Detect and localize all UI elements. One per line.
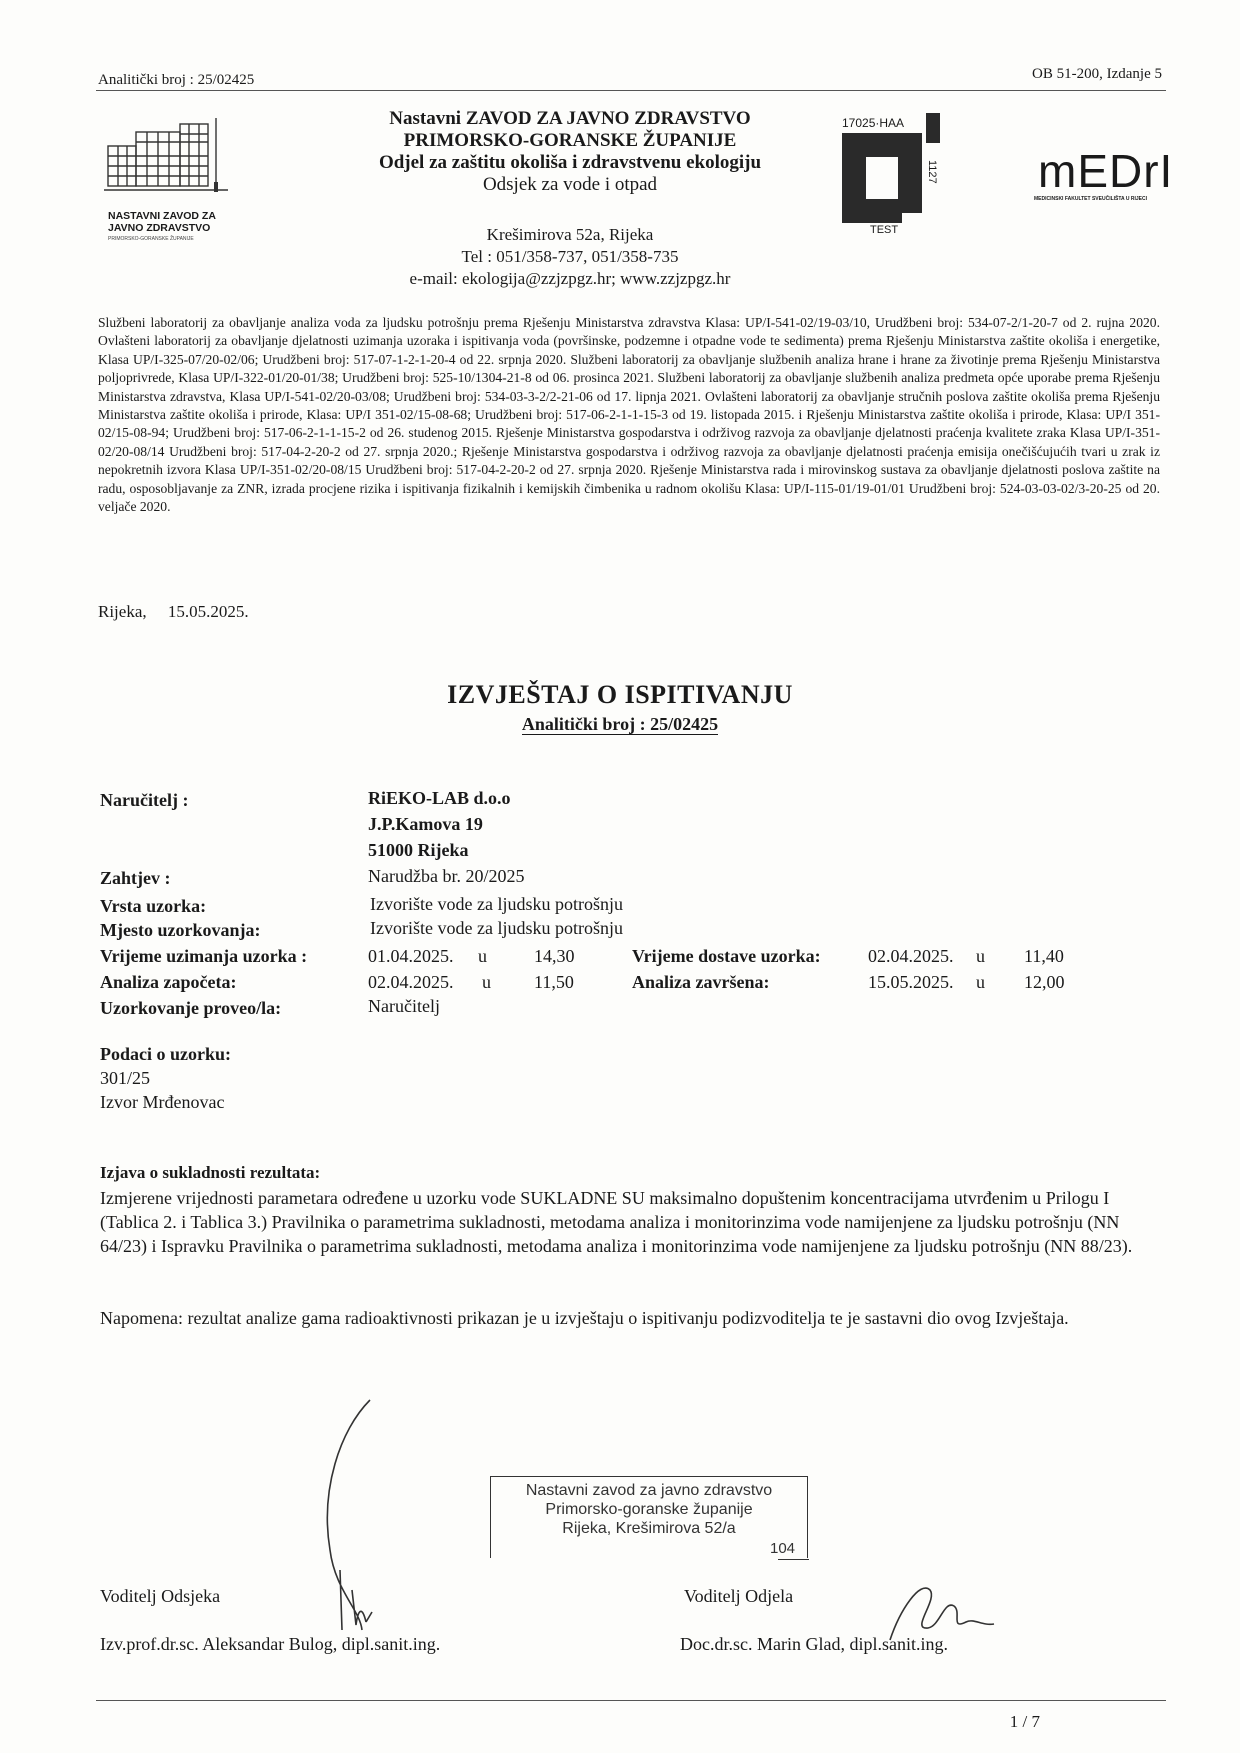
client-street: J.P.Kamova 19 [368,814,483,834]
sampled-by-label: Uzorkovanje proveo/la: [100,998,282,1018]
left-signer-role: Voditelj Odsjeka [100,1586,221,1606]
client-city: 51000 Rijeka [368,840,469,860]
logo-text: NASTAVNI ZAVOD ZA JAVNO ZDRAVSTVO [108,210,216,234]
issue-date: Rijeka, 15.05.2025. [98,602,249,621]
analysis-start-date: 02.04.2025. [368,972,454,992]
stamp-line3: Rijeka, Krešimirova 52/a [562,1520,736,1537]
delivery-label: Vrijeme dostave uzorka: [632,946,821,966]
analysis-end-label: Analiza završena: [632,972,770,992]
medri-logo: mEDrI [1038,145,1174,197]
sample-type-label: Vrsta uzorka: [100,896,207,916]
institution-address [330,224,810,290]
legal-authorization-text: Službeni laboratorij za obavljanje analiza voda za ljudsku potrošnju prema Rješenju Ministarstva zdravstva Klasa: UP/I-541-02/19-03/10, Urudžbeni broj: 534-07-2/1-20-7 od 2. rujna 2020. Ovlašteni laboratorij za obavljanje djelatnosti uzimanja uzoraka i ispitivanja voda (površinske, podzemne i otpadne vode te sedimenta) prema Rješenju Ministarstva zaštite okoliša i energetike, Klasa UP/I-325-07/20-02/06; Urudžbeni broj: 517-07-1-2-1-20-4 od 22. srpnja 2020. Službeni laboratorij za obavljanje službenih analiza hrane i hrane za životinje prema Rješenju Ministarstva poljoprivrede, Klasa UP/I-322-01/20-01/38; Urudžbeni broj: 525-10/1304-21-8 od 06. prosinca 2021. Službeni laboratorij za obavljanje službenih analiza predmeta opće uporabe prema Rješenju Ministarstva zdravstva, Klasa UP/I-541-02/20-03/08; Urudžbeni broj: 534-03-3-2/2-21-06 od 17. lipnja 2021. Ovlašteni laboratorij za obavljanje stručnih poslova zaštite okoliša prema Rješenju Ministarstva zaštite okoliša i prirode, Klasa: UP/I 351-02/15-08-68; Urudžbeni broj: 517-06-2-1-1-15-3 od 19. listopada 2015. i Rješenju Ministarstva zaštite okoliša i prirode, Klasa: UP/I 351-02/15-08-94; Urudžbeni broj: 517-06-2-1-1-15-2 od 26. studenog 2015. Rješenje Ministarstva gospodarstva i održivog razvoja za obavljanje djelatnosti praćenja kvalitete zraka Klasa UP/I-351-02/20-08/14 Urudžbeni broj: 517-04-2-20-2 od 27. srpnja 2020.; Rješenje Ministarstva gospodarstva i održivog razvoja za obavljanje djelatnosti praćenja emisija onečišćujućih tvari u zrak iz nepokretnih izvora Klasa UP/I-351-02/20-08/15 Urudžbeni broj: 517-04-2-20-2 od 27. srpnja 2020. Rješenje Ministarstva rada i mirovinskog sustava za obavljanje djelatnosti poslova zaštite na radu, osposobljavanje za ZNR, izrada procjene rizika i ispitivanja fizikalnih i kemijskih čimbenika u radnom okolišu Klasa: UP/I-115-01/19-01/01 Urudžbeni broj: 524-03-03-02/3-20-25 od 20. veljače 2020. [98,315,1160,515]
stamp-line2: Primorsko-goranske županije [545,1501,753,1518]
stamp-number: 104 [770,1540,796,1557]
sample-name: Izvor Mrđenovac [100,1092,225,1112]
left-signature-icon [300,1390,430,1640]
stamp-line1: Nastavni zavod za javno zdravstvo [525,1482,773,1499]
accreditation-label: 17025·HAA [842,116,905,130]
institution-line1: Nastavni ZAVOD ZA JAVNO ZDRAVSTVO [389,108,751,129]
request-label: Zahtjev : [100,868,171,888]
sampling-u: u [478,946,487,966]
client-name: RiEKO-LAB d.o.o [368,788,511,808]
institution-line2: PRIMORSKO-GORANSKE ŽUPANIJE [403,130,737,151]
accreditation-number: 1127 [926,160,938,184]
analysis-end-date: 15.05.2025. [868,972,954,992]
sample-info-label: Podaci o uzorku: [100,1044,232,1064]
left-signer-name: Izv.prof.dr.sc. Aleksandar Bulog, dipl.sanit.ing. [100,1634,441,1654]
stamp-underline [778,1559,809,1560]
client-label: Naručitelj : [100,790,189,810]
delivery-hour: 11,40 [1024,946,1064,966]
department-name: Odjel za zaštitu okoliša i zdravstvenu ekologiju [378,152,762,173]
delivery-u: u [976,946,985,966]
declaration-text: Izmjerene vrijednosti parametara određene u uzorku vode SUKLADNE SU maksimalno dopuštenim koncentracijama utvrđenim u Prilogu I (Tablica 2. i Tablica 3.) Pravilnika o parametrima sukladnosti, metodama analiza i monitorinzima vode namijenjene za ljudsku potrošnju (NN 64/23) i Ispravku Pravilnika o parametrima sukladnosti, metodama analiza i monitorinzima vode namijenjene za ljudsku potrošnju (NN 88/23). [100,1188,1133,1256]
header-divider [96,90,1166,91]
delivery-date: 02.04.2025. [868,946,954,966]
footer-divider [96,1700,1166,1701]
medri-subtitle: MEDICINSKI FAKULTET SVEUČILIŠTA U RIJECI [1034,196,1147,202]
institution-name [330,108,810,196]
tel-line: Tel : 051/358-737, 051/358-735 [461,247,679,266]
address-line: Krešimirova 52a, Rijeka [486,225,654,244]
analysis-start-hour: 11,50 [534,972,574,992]
sampling-hour: 14,30 [534,946,575,966]
sampling-place-value: Izvorište vode za ljudsku potrošnju [370,918,623,938]
report-title: IZVJEŠTAJ O ISPITIVANJU [447,680,793,709]
sample-type-value: Izvorište vode za ljudsku potrošnju [370,894,623,914]
request-value: Narudžba br. 20/2025 [368,866,525,886]
sample-number: 301/25 [100,1068,151,1088]
analytic-number-header: Analitički broj : 25/02425 [98,72,255,88]
report-subtitle: Analitički broj : 25/02425 [521,714,719,734]
sampling-place-label: Mjesto uzorkovanja: [100,920,261,940]
sampling-date: 01.04.2025. [368,946,454,966]
analysis-end-hour: 12,00 [1024,972,1065,992]
form-code: OB 51-200, Izdanje 5 [1032,66,1162,82]
section-name: Odsjek za vode i otpad [482,174,658,195]
sampling-time-label: Vrijeme uzimanja uzorka : [100,946,308,966]
right-signer-role: Voditelj Odjela [684,1586,794,1606]
email-line: e-mail: ekologija@zzjzpgz.hr; www.zzjzpgz.hr [409,269,731,288]
logo-subtext: PRIMORSKO-GORANSKE ŽUPANIJE [108,236,194,242]
institution-stamp [490,1476,808,1558]
declaration-note: Napomena: rezultat analize gama radioaktivnosti prikazan je u izvještaju o ispitivanju podizvoditelja te je sastavni dio ovog Izvještaja. [100,1308,1069,1328]
page-number: 1 / 7 [1009,1712,1040,1731]
accreditation-test: TEST [870,224,899,236]
right-signer-name: Doc.dr.sc. Marin Glad, dipl.sanit.ing. [680,1634,948,1654]
analysis-start-u: u [482,972,491,992]
analysis-start-label: Analiza započeta: [100,972,237,992]
analysis-end-u: u [976,972,985,992]
sampled-by-value: Naručitelj [368,996,440,1016]
declaration-title: Izjava o sukladnosti rezultata: [100,1163,321,1182]
